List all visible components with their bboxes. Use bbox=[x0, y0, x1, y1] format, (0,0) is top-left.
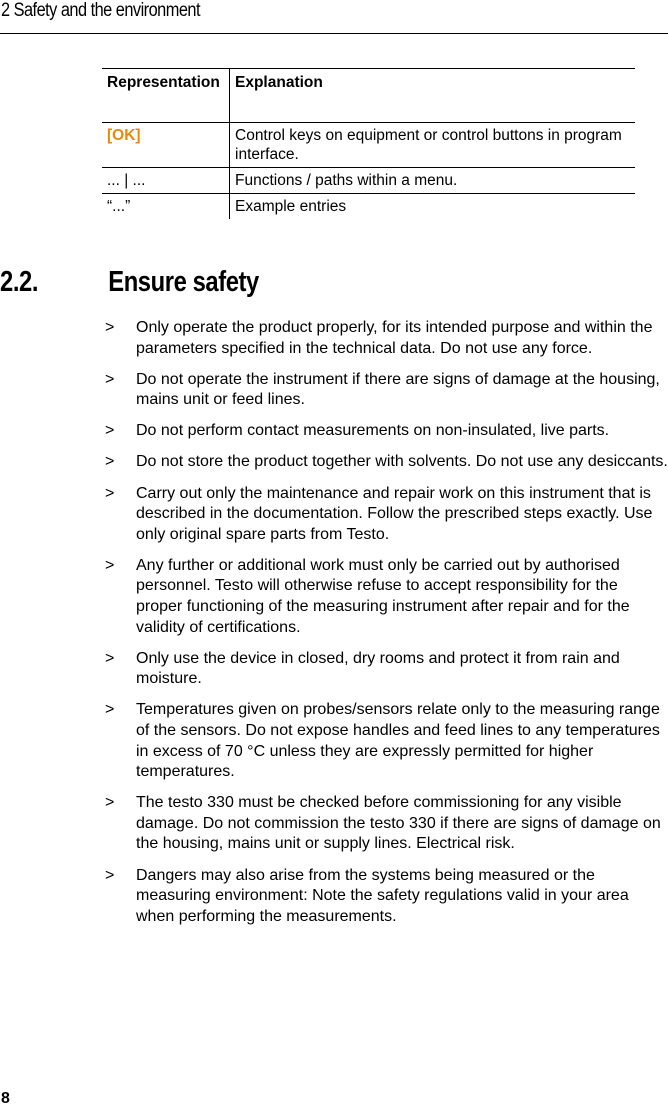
list-item bbox=[102, 649, 668, 690]
bullet-marker: > bbox=[105, 422, 115, 440]
legend-representation-example: “...” bbox=[102, 194, 230, 220]
list-item bbox=[102, 700, 668, 782]
representation-legend-table bbox=[102, 68, 635, 219]
bullet-marker: > bbox=[105, 370, 115, 388]
bullet-marker: > bbox=[105, 556, 115, 574]
bullet-marker: > bbox=[105, 453, 115, 471]
list-item-text: Do not perform contact measurements on non-insulated, live parts. bbox=[136, 422, 610, 440]
ok-key-label: [OK] bbox=[107, 127, 141, 144]
page-number: 8 bbox=[1, 1090, 10, 1107]
legend-explanation: Control keys on equipment or control buttons in program interface. bbox=[230, 123, 636, 168]
running-header-title: 2 Safety and the environment bbox=[1, 0, 201, 21]
legend-representation-ok bbox=[102, 123, 230, 168]
legend-explanation: Example entries bbox=[235, 198, 347, 215]
bullet-marker: > bbox=[105, 484, 115, 502]
bullet-marker: > bbox=[105, 649, 115, 667]
section-heading bbox=[0, 266, 259, 299]
bullet-marker: > bbox=[105, 319, 115, 336]
list-item bbox=[102, 866, 668, 928]
safety-instructions-list bbox=[102, 318, 668, 938]
list-item-text: The testo 330 must be checked before commissioning for any visible damage. Do not commission the testo 330 if there are signs of damage on the housing, mains unit or supply lines. Electrical risk. bbox=[136, 794, 661, 853]
legend-header-row bbox=[102, 69, 635, 123]
list-item bbox=[102, 484, 668, 546]
list-item bbox=[102, 318, 668, 359]
bullet-marker: > bbox=[105, 701, 115, 719]
legend-header-explanation: Explanation bbox=[230, 69, 636, 123]
legend-explanation: Functions / paths within a menu. bbox=[230, 168, 636, 194]
list-item-text: Dangers may also arise from the systems being measured or the measuring environment: Note the safety regulations valid in your area when performing the measurements. bbox=[136, 866, 629, 925]
section-number: 2.2. bbox=[0, 266, 39, 298]
list-item-text: Do not operate the instrument if there are signs of damage at the housing, mains unit or feed lines. bbox=[136, 370, 660, 409]
list-item-text: Do not store the product together with solvents. Do not use any desiccants. bbox=[136, 453, 668, 471]
list-item-text: Temperatures given on probes/sensors relate only to the measuring range of the sensors. Do not expose handles and feed lines to any temperatures in excess of 70 °C unless they are expressly permitted for higher temperatures. bbox=[136, 701, 660, 781]
list-item-text: Only use the device in closed, dry rooms and protect it from rain and moisture. bbox=[136, 649, 620, 688]
list-item-text: Any further or additional work must only be carried out by authorised personnel. Testo will otherwise refuse to accept responsibility for the proper functioning of the measuring instrument after repair and for the validity of certifications. bbox=[136, 556, 630, 636]
list-item bbox=[102, 452, 668, 473]
legend-row bbox=[102, 168, 635, 194]
legend-representation-menu-path: ... | ... bbox=[102, 168, 230, 194]
bullet-marker: > bbox=[105, 866, 115, 884]
list-item bbox=[102, 793, 668, 855]
list-item bbox=[102, 370, 668, 411]
bullet-marker: > bbox=[105, 794, 115, 812]
legend-header-representation: Representation bbox=[102, 69, 230, 123]
list-item-text: Only operate the product properly, for its intended purpose and within the parameters specified in the technical data. Do not use any force. bbox=[136, 319, 653, 357]
list-item bbox=[102, 556, 668, 638]
legend-row bbox=[102, 194, 635, 220]
legend-row bbox=[102, 123, 635, 168]
list-item bbox=[102, 421, 668, 442]
list-item-text: Carry out only the maintenance and repair work on this instrument that is described in the documentation. Follow the prescribed steps exactly. Use only original spare parts from Testo. bbox=[136, 484, 653, 543]
section-title: Ensure safety bbox=[108, 266, 259, 298]
running-header bbox=[0, 0, 668, 34]
